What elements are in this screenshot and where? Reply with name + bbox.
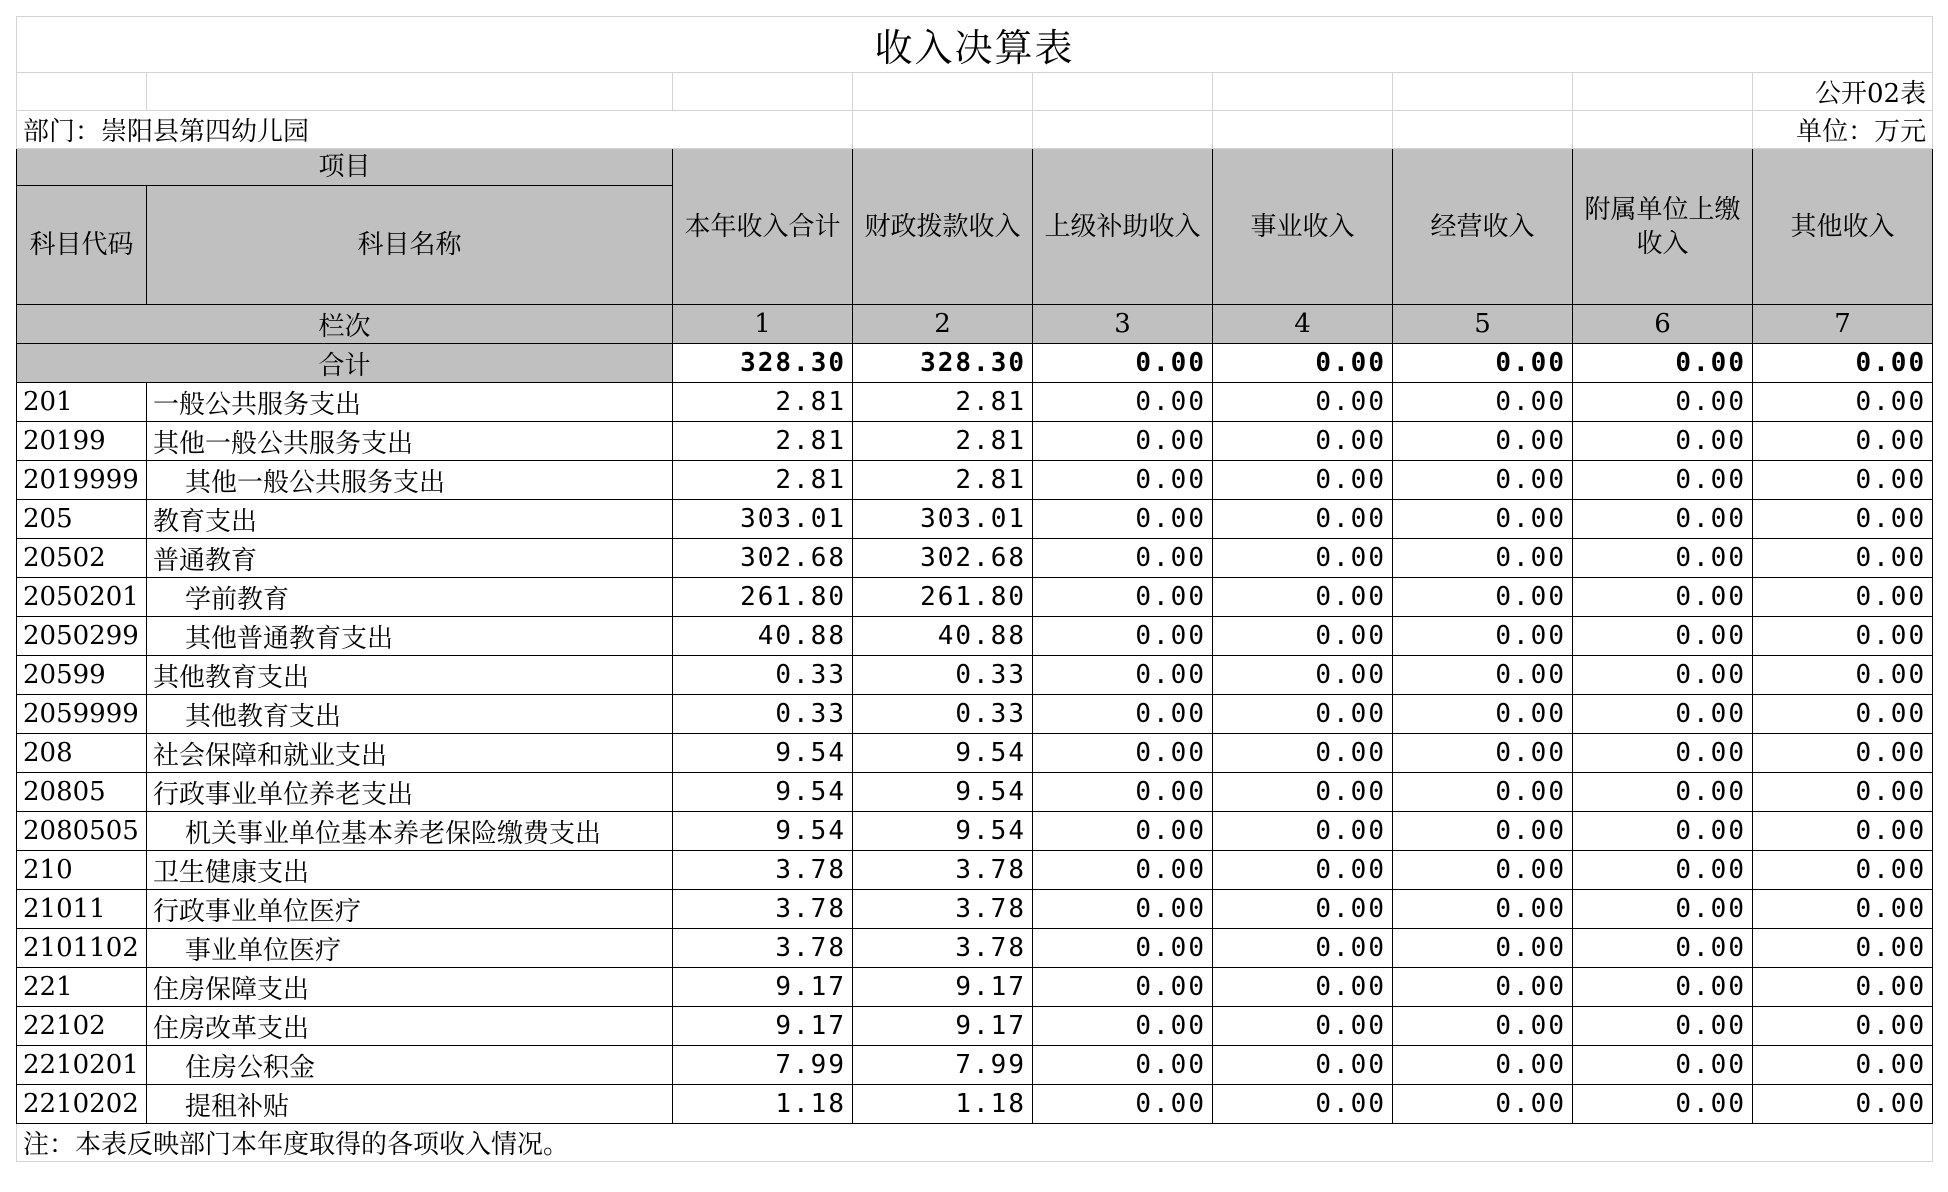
lanci-num: 2 — [853, 305, 1033, 344]
value-cell: 0.00 — [1753, 695, 1933, 734]
value-cell: 0.00 — [1033, 656, 1213, 695]
subject-name: 事业单位医疗 — [147, 929, 673, 968]
value-cell: 0.00 — [1213, 578, 1393, 617]
subject-name: 住房公积金 — [147, 1046, 673, 1085]
unit-label: 单位：万元 — [1753, 111, 1933, 149]
value-cell: 9.17 — [673, 968, 853, 1007]
value-cell: 0.00 — [1573, 1046, 1753, 1085]
value-cell: 0.00 — [1213, 968, 1393, 1007]
value-cell: 0.00 — [1213, 539, 1393, 578]
value-cell: 0.00 — [1213, 1046, 1393, 1085]
value-cell: 0.00 — [1393, 461, 1573, 500]
table-note: 注：本表反映部门本年度取得的各项收入情况。 — [17, 1124, 1933, 1162]
value-cell: 0.00 — [1753, 734, 1933, 773]
value-cell: 0.00 — [1753, 500, 1933, 539]
value-cell: 0.00 — [1213, 656, 1393, 695]
value-cell: 40.88 — [673, 617, 853, 656]
value-cell: 261.80 — [673, 578, 853, 617]
table-row — [17, 1046, 1933, 1085]
value-cell: 0.00 — [1573, 812, 1753, 851]
value-cell: 0.00 — [1393, 656, 1573, 695]
value-cell: 0.00 — [1213, 383, 1393, 422]
header-col-4: 事业收入 — [1213, 149, 1393, 305]
page-title: 收入决算表 — [17, 17, 1933, 73]
total-value: 0.00 — [1753, 344, 1933, 383]
value-cell: 0.00 — [1033, 422, 1213, 461]
value-cell: 0.00 — [1573, 734, 1753, 773]
header-name: 科目名称 — [147, 186, 673, 305]
form-number: 公开02表 — [1753, 73, 1933, 111]
value-cell: 9.54 — [853, 812, 1033, 851]
table-row — [17, 539, 1933, 578]
header-col-6: 附属单位上缴收入 — [1573, 149, 1753, 305]
table-row — [17, 695, 1933, 734]
header-col-5: 经营收入 — [1393, 149, 1573, 305]
subject-name: 其他教育支出 — [147, 695, 673, 734]
value-cell: 0.00 — [1753, 1085, 1933, 1124]
subject-name: 其他一般公共服务支出 — [147, 461, 673, 500]
table-row — [17, 812, 1933, 851]
subject-code: 210 — [17, 851, 147, 890]
table-row — [17, 500, 1933, 539]
header-col-3: 上级补助收入 — [1033, 149, 1213, 305]
lanci-num: 6 — [1573, 305, 1753, 344]
value-cell: 9.54 — [853, 773, 1033, 812]
table-row — [17, 734, 1933, 773]
value-cell: 0.00 — [1753, 851, 1933, 890]
value-cell: 302.68 — [673, 539, 853, 578]
value-cell: 0.33 — [853, 695, 1033, 734]
value-cell: 0.00 — [1033, 578, 1213, 617]
value-cell: 0.00 — [1753, 422, 1933, 461]
value-cell: 0.00 — [1573, 383, 1753, 422]
value-cell: 0.00 — [1393, 929, 1573, 968]
table-row — [17, 578, 1933, 617]
value-cell: 0.00 — [1033, 968, 1213, 1007]
value-cell: 0.00 — [1033, 1046, 1213, 1085]
table-row — [17, 383, 1933, 422]
lanci-num: 4 — [1213, 305, 1393, 344]
subject-name: 一般公共服务支出 — [147, 383, 673, 422]
value-cell: 9.17 — [853, 968, 1033, 1007]
value-cell: 0.00 — [1393, 1085, 1573, 1124]
table-row — [17, 617, 1933, 656]
value-cell: 2.81 — [853, 422, 1033, 461]
value-cell: 0.00 — [1393, 773, 1573, 812]
value-cell: 0.00 — [1213, 461, 1393, 500]
value-cell: 0.00 — [1753, 890, 1933, 929]
subject-code: 22102 — [17, 1007, 147, 1046]
total-value: 328.30 — [673, 344, 853, 383]
lanci-label: 栏次 — [17, 305, 673, 344]
subject-code: 20502 — [17, 539, 147, 578]
value-cell: 3.78 — [673, 929, 853, 968]
value-cell: 0.00 — [1573, 539, 1753, 578]
value-cell: 0.00 — [1393, 1046, 1573, 1085]
value-cell: 0.00 — [1753, 812, 1933, 851]
value-cell: 0.00 — [1573, 500, 1753, 539]
header-code: 科目代码 — [17, 186, 147, 305]
department-label: 部门：崇阳县第四幼儿园 — [17, 111, 853, 149]
value-cell: 0.00 — [1753, 461, 1933, 500]
value-cell: 9.54 — [853, 734, 1033, 773]
table-body — [17, 383, 1933, 1124]
value-cell: 0.00 — [1033, 929, 1213, 968]
value-cell: 3.78 — [853, 929, 1033, 968]
table-row — [17, 461, 1933, 500]
value-cell: 0.33 — [673, 695, 853, 734]
value-cell: 0.00 — [1213, 1007, 1393, 1046]
header-col-7: 其他收入 — [1753, 149, 1933, 305]
value-cell: 0.00 — [1573, 461, 1753, 500]
value-cell: 0.00 — [1213, 890, 1393, 929]
subject-code: 2059999 — [17, 695, 147, 734]
value-cell: 0.00 — [1033, 812, 1213, 851]
subject-code: 2050299 — [17, 617, 147, 656]
value-cell: 0.00 — [1753, 773, 1933, 812]
value-cell: 0.00 — [1393, 539, 1573, 578]
value-cell: 0.00 — [1753, 1046, 1933, 1085]
value-cell: 0.00 — [1573, 851, 1753, 890]
value-cell: 0.00 — [1033, 1007, 1213, 1046]
value-cell: 9.17 — [853, 1007, 1033, 1046]
value-cell: 0.00 — [1753, 383, 1933, 422]
total-value: 0.00 — [1573, 344, 1753, 383]
value-cell: 9.17 — [673, 1007, 853, 1046]
value-cell: 0.00 — [1393, 695, 1573, 734]
value-cell: 303.01 — [853, 500, 1033, 539]
subject-name: 行政事业单位医疗 — [147, 890, 673, 929]
value-cell: 2.81 — [673, 383, 853, 422]
lanci-num: 5 — [1393, 305, 1573, 344]
value-cell: 3.78 — [853, 851, 1033, 890]
value-cell: 0.00 — [1033, 461, 1213, 500]
value-cell: 0.00 — [1033, 1085, 1213, 1124]
value-cell: 0.00 — [1213, 1085, 1393, 1124]
subject-name: 普通教育 — [147, 539, 673, 578]
spreadsheet — [16, 16, 1932, 1162]
subject-code: 208 — [17, 734, 147, 773]
value-cell: 0.00 — [1753, 968, 1933, 1007]
header-col-2: 财政拨款收入 — [853, 149, 1033, 305]
value-cell: 0.00 — [1573, 1085, 1753, 1124]
value-cell: 0.00 — [1033, 851, 1213, 890]
value-cell: 0.33 — [673, 656, 853, 695]
value-cell: 0.00 — [1213, 695, 1393, 734]
subject-name: 住房保障支出 — [147, 968, 673, 1007]
value-cell: 261.80 — [853, 578, 1033, 617]
value-cell: 9.54 — [673, 812, 853, 851]
subject-code: 2019999 — [17, 461, 147, 500]
subject-name: 卫生健康支出 — [147, 851, 673, 890]
value-cell: 0.00 — [1753, 656, 1933, 695]
value-cell: 0.00 — [1573, 422, 1753, 461]
value-cell: 0.00 — [1393, 890, 1573, 929]
value-cell: 7.99 — [853, 1046, 1033, 1085]
value-cell: 0.00 — [1213, 422, 1393, 461]
value-cell: 0.00 — [1753, 1007, 1933, 1046]
value-cell: 0.00 — [1033, 734, 1213, 773]
value-cell: 0.00 — [1393, 578, 1573, 617]
subject-name: 教育支出 — [147, 500, 673, 539]
value-cell: 0.33 — [853, 656, 1033, 695]
subject-name: 提租补贴 — [147, 1085, 673, 1124]
value-cell: 0.00 — [1573, 773, 1753, 812]
value-cell: 2.81 — [853, 383, 1033, 422]
value-cell: 0.00 — [1213, 617, 1393, 656]
value-cell: 9.54 — [673, 734, 853, 773]
subject-code: 20599 — [17, 656, 147, 695]
subject-name: 学前教育 — [147, 578, 673, 617]
value-cell: 0.00 — [1213, 500, 1393, 539]
total-value: 328.30 — [853, 344, 1033, 383]
header-col-1: 本年收入合计 — [673, 149, 853, 305]
subject-name: 社会保障和就业支出 — [147, 734, 673, 773]
value-cell: 40.88 — [853, 617, 1033, 656]
value-cell: 0.00 — [1033, 773, 1213, 812]
value-cell: 0.00 — [1753, 929, 1933, 968]
table-row — [17, 851, 1933, 890]
value-cell: 0.00 — [1033, 383, 1213, 422]
header-project: 项目 — [17, 149, 673, 186]
lanci-num: 3 — [1033, 305, 1213, 344]
value-cell: 302.68 — [853, 539, 1033, 578]
total-row — [17, 344, 1933, 383]
table-row — [17, 422, 1933, 461]
value-cell: 0.00 — [1573, 578, 1753, 617]
value-cell: 1.18 — [853, 1085, 1033, 1124]
lanci-num: 1 — [673, 305, 853, 344]
total-label: 合计 — [17, 344, 673, 383]
value-cell: 0.00 — [1393, 968, 1573, 1007]
subject-name: 行政事业单位养老支出 — [147, 773, 673, 812]
table-row — [17, 656, 1933, 695]
value-cell: 0.00 — [1213, 929, 1393, 968]
table-row — [17, 1085, 1933, 1124]
value-cell: 0.00 — [1573, 695, 1753, 734]
value-cell: 0.00 — [1213, 773, 1393, 812]
value-cell: 3.78 — [853, 890, 1033, 929]
value-cell: 9.54 — [673, 773, 853, 812]
value-cell: 303.01 — [673, 500, 853, 539]
total-value: 0.00 — [1213, 344, 1393, 383]
subject-name: 其他普通教育支出 — [147, 617, 673, 656]
table-row — [17, 890, 1933, 929]
value-cell: 0.00 — [1393, 500, 1573, 539]
value-cell: 0.00 — [1393, 422, 1573, 461]
value-cell: 0.00 — [1033, 695, 1213, 734]
subject-name: 机关事业单位基本养老保险缴费支出 — [147, 812, 673, 851]
subject-code: 2210201 — [17, 1046, 147, 1085]
subject-code: 2101102 — [17, 929, 147, 968]
value-cell: 0.00 — [1033, 890, 1213, 929]
value-cell: 0.00 — [1213, 851, 1393, 890]
value-cell: 0.00 — [1033, 539, 1213, 578]
value-cell: 0.00 — [1033, 500, 1213, 539]
value-cell: 0.00 — [1213, 812, 1393, 851]
income-settlement-table — [16, 16, 1933, 1162]
total-value: 0.00 — [1033, 344, 1213, 383]
value-cell: 0.00 — [1393, 734, 1573, 773]
subject-code: 2210202 — [17, 1085, 147, 1124]
subject-code: 21011 — [17, 890, 147, 929]
value-cell: 2.81 — [673, 461, 853, 500]
value-cell: 0.00 — [1753, 617, 1933, 656]
table-row — [17, 968, 1933, 1007]
subject-name: 其他一般公共服务支出 — [147, 422, 673, 461]
value-cell: 0.00 — [1213, 734, 1393, 773]
subject-code: 20805 — [17, 773, 147, 812]
value-cell: 3.78 — [673, 890, 853, 929]
table-row — [17, 1007, 1933, 1046]
subject-code: 20199 — [17, 422, 147, 461]
value-cell: 0.00 — [1393, 383, 1573, 422]
value-cell: 2.81 — [853, 461, 1033, 500]
value-cell: 1.18 — [673, 1085, 853, 1124]
value-cell: 3.78 — [673, 851, 853, 890]
value-cell: 0.00 — [1393, 812, 1573, 851]
value-cell: 0.00 — [1393, 617, 1573, 656]
subject-code: 201 — [17, 383, 147, 422]
table-row — [17, 929, 1933, 968]
subject-name: 其他教育支出 — [147, 656, 673, 695]
subject-code: 2080505 — [17, 812, 147, 851]
subject-code: 205 — [17, 500, 147, 539]
value-cell: 2.81 — [673, 422, 853, 461]
lanci-num: 7 — [1753, 305, 1933, 344]
total-value: 0.00 — [1393, 344, 1573, 383]
value-cell: 7.99 — [673, 1046, 853, 1085]
value-cell: 0.00 — [1753, 578, 1933, 617]
value-cell: 0.00 — [1033, 617, 1213, 656]
value-cell: 0.00 — [1393, 851, 1573, 890]
value-cell: 0.00 — [1573, 656, 1753, 695]
subject-code: 2050201 — [17, 578, 147, 617]
value-cell: 0.00 — [1573, 890, 1753, 929]
value-cell: 0.00 — [1573, 968, 1753, 1007]
subject-code: 221 — [17, 968, 147, 1007]
value-cell: 0.00 — [1393, 1007, 1573, 1046]
value-cell: 0.00 — [1573, 617, 1753, 656]
value-cell: 0.00 — [1753, 539, 1933, 578]
value-cell: 0.00 — [1573, 929, 1753, 968]
subject-name: 住房改革支出 — [147, 1007, 673, 1046]
table-row — [17, 773, 1933, 812]
value-cell: 0.00 — [1573, 1007, 1753, 1046]
